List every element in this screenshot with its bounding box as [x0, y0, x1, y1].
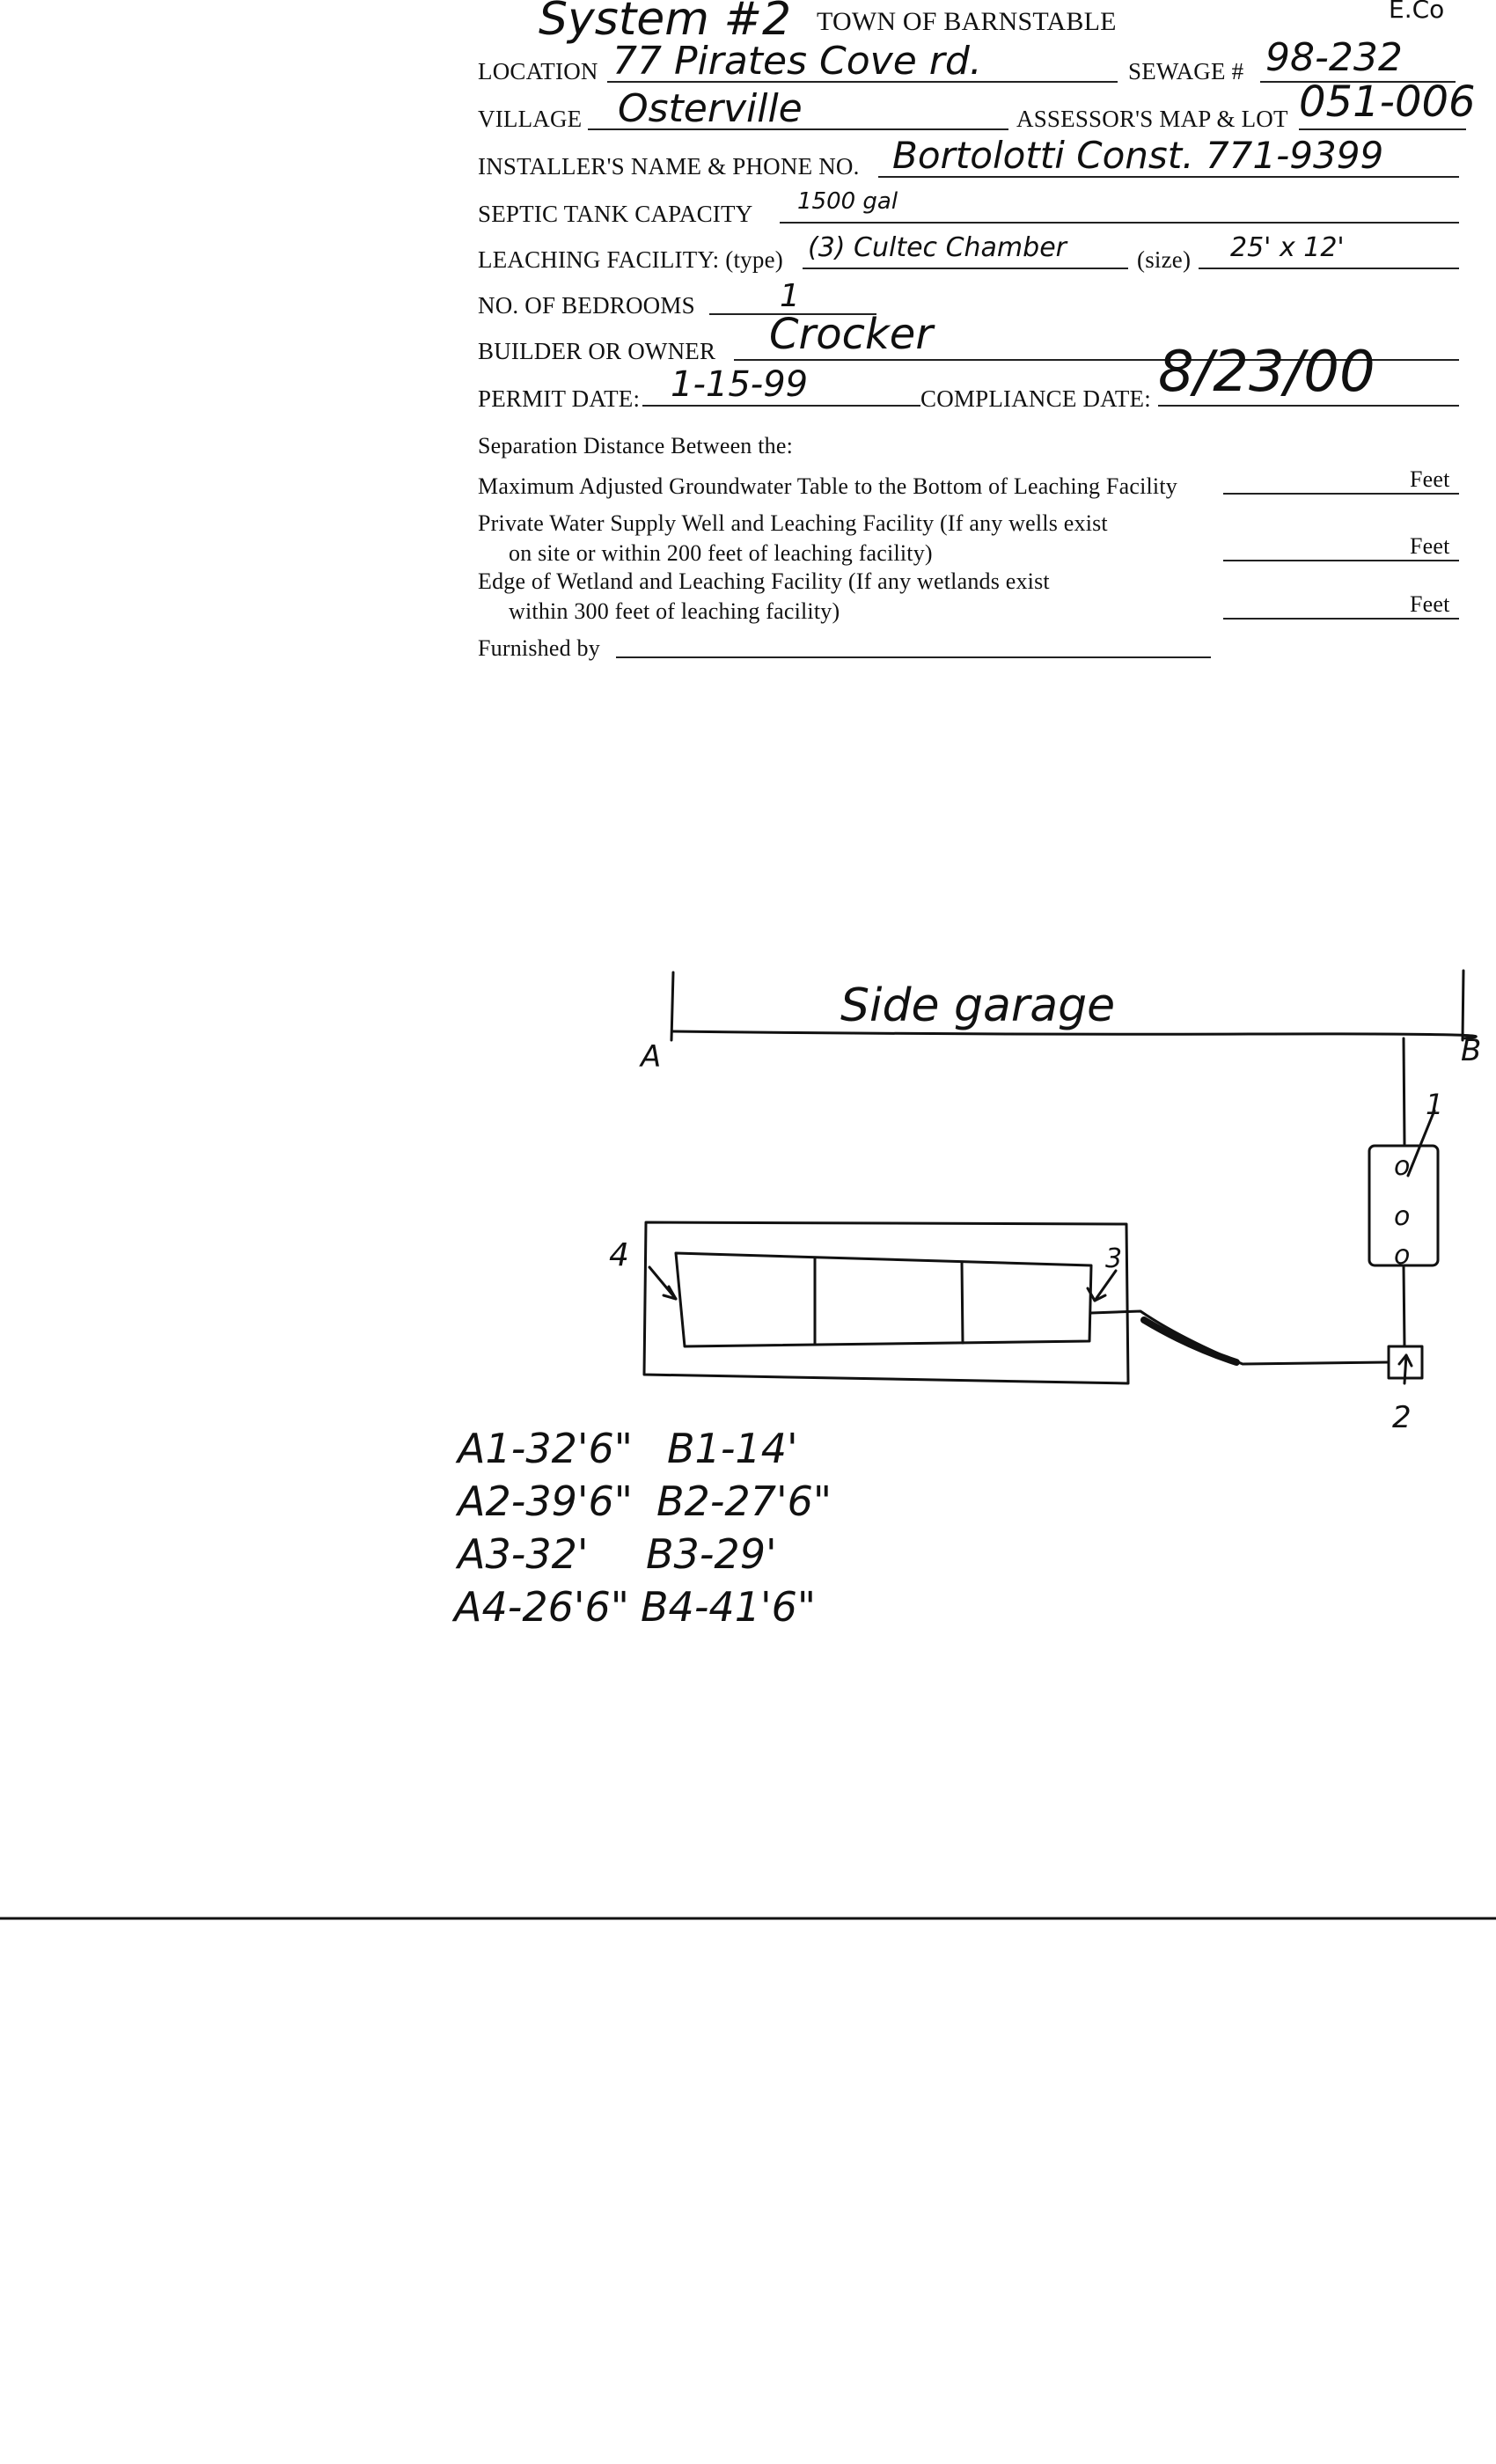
- measurement-b4: B4-41'6": [641, 1583, 817, 1631]
- owner-label: BUILDER OR OWNER: [478, 338, 716, 364]
- separation-row-wetland-line2: within 300 feet of leaching facility): [509, 598, 840, 624]
- permit-value: 1-15-99: [671, 364, 809, 405]
- pipe-to-chambers: [1091, 1311, 1389, 1364]
- map-lot-value: 051-006: [1299, 77, 1476, 127]
- separation-heading: Separation Distance Between the:: [478, 433, 793, 458]
- map-lot-label: ASSESSOR'S MAP & LOT: [1016, 106, 1288, 132]
- garage-label: Side garage: [840, 979, 1116, 1032]
- chamber-divider-2: [962, 1262, 963, 1343]
- point-a-label: A: [641, 1039, 662, 1074]
- system-number-note: System #2: [539, 0, 792, 46]
- owner-value: Crocker: [769, 310, 934, 359]
- wetland-feet-unit: Feet: [1410, 591, 1450, 617]
- bedrooms-label: NO. OF BEDROOMS: [478, 292, 695, 319]
- mark-3-label: 3: [1105, 1243, 1123, 1274]
- installer-label: INSTALLER'S NAME & PHONE NO.: [478, 153, 860, 180]
- bedrooms-value: 1: [780, 278, 800, 314]
- measurement-b3: B3-29': [646, 1530, 777, 1578]
- tank-value: 1500 gal: [797, 188, 898, 215]
- furnished-by-label: Furnished by: [478, 635, 600, 661]
- groundwater-feet-unit: Feet: [1410, 466, 1450, 492]
- separation-row-wetland-line1: Edge of Wetland and Leaching Facility (If any wetlands exist: [478, 568, 1050, 594]
- tank-circle-2: o: [1394, 1201, 1411, 1232]
- leaching-outer-boundary: [644, 1222, 1128, 1383]
- mark-1-label: 1: [1426, 1088, 1444, 1121]
- tank-circle-1: o: [1394, 1151, 1411, 1182]
- tank-circle-3: o: [1394, 1240, 1411, 1271]
- measurement-b1: B1-14': [667, 1425, 798, 1472]
- separation-row-well-line2: on site or within 200 feet of leaching facility): [509, 540, 933, 566]
- installer-value: Bortolotti Const. 771-9399: [892, 134, 1384, 177]
- arrow-mark-2: [1404, 1355, 1406, 1383]
- garage-end-a: [671, 972, 673, 1040]
- size-label: (size): [1137, 246, 1192, 273]
- measurement-a3: A3-32': [458, 1530, 589, 1578]
- chamber-row: [676, 1253, 1091, 1346]
- pipe-thick-segment: [1144, 1320, 1236, 1362]
- measurement-a4: A4-26'6": [454, 1583, 629, 1631]
- sewage-label: SEWAGE #: [1128, 58, 1244, 84]
- location-value: 77 Pirates Cove rd.: [612, 39, 982, 84]
- tank-label: SEPTIC TANK CAPACITY: [478, 201, 753, 227]
- well-feet-unit: Feet: [1410, 533, 1450, 559]
- location-label: LOCATION: [478, 58, 598, 84]
- size-value: 25' x 12': [1230, 232, 1345, 263]
- sewage-value: 98-232: [1265, 35, 1403, 80]
- village-value: Osterville: [618, 86, 803, 131]
- permit-label: PERMIT DATE:: [478, 385, 641, 412]
- mark-2-label: 2: [1392, 1400, 1412, 1435]
- leaching-label: LEACHING FACILITY: (type): [478, 246, 783, 273]
- corner-note: E.Co: [1389, 0, 1445, 24]
- village-label: VILLAGE: [478, 106, 583, 132]
- town-title: TOWN OF BARNSTABLE: [817, 7, 1117, 36]
- separation-row-well-line1: Private Water Supply Well and Leaching Facility (If any wells exist: [478, 510, 1108, 536]
- garage-line: [672, 1031, 1476, 1038]
- leaching-value: (3) Cultec Chamber: [808, 232, 1067, 263]
- separation-row-groundwater: Maximum Adjusted Groundwater Table to the Bottom of Leaching Facility: [478, 473, 1177, 499]
- compliance-value: 8/23/00: [1158, 340, 1375, 405]
- compliance-label: COMPLIANCE DATE:: [920, 385, 1151, 412]
- mark-4-label: 4: [609, 1237, 629, 1273]
- point-b-label: B: [1461, 1033, 1482, 1068]
- measurement-b2: B2-27'6": [656, 1478, 832, 1525]
- measurement-a1: A1-32'6": [458, 1425, 633, 1472]
- measurement-a2: A2-39'6": [458, 1478, 633, 1525]
